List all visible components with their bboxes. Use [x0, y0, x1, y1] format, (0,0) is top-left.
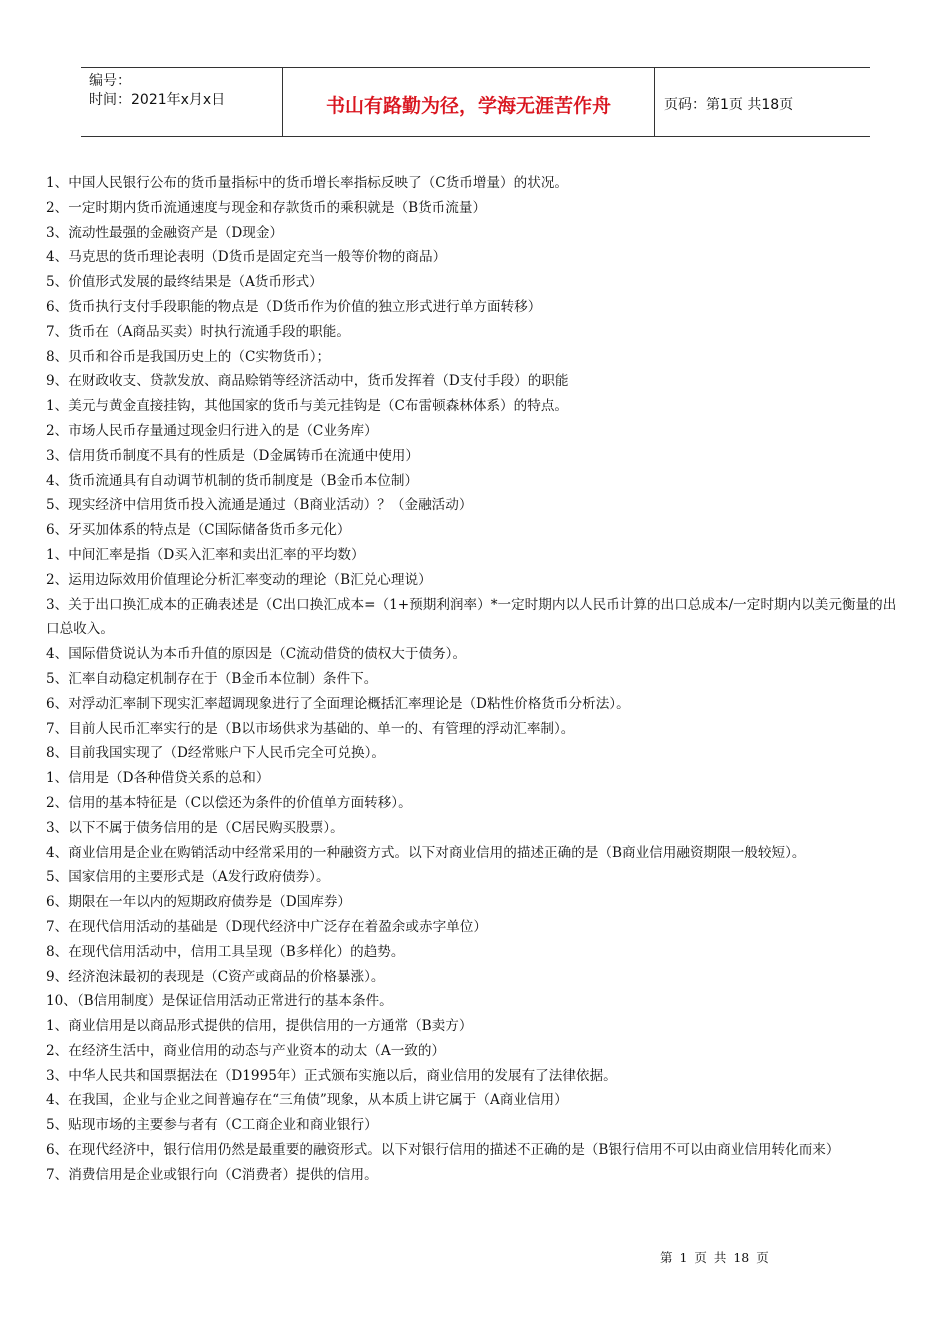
header-meta [81, 68, 282, 136]
question-line: 2、运用边际效用价值理论分析汇率变动的理论（B汇兑心理说） [46, 571, 432, 588]
question-line: 5、贴现市场的主要参与者有（C工商企业和商业银行） [46, 1117, 378, 1134]
question-line: 10、（B信用制度）是保证信用活动正常进行的基本条件。 [46, 993, 393, 1010]
document-header [81, 67, 870, 137]
question-line: 9、经济泡沫最初的表现是（C资产或商品的价格暴涨）。 [46, 968, 385, 985]
question-line: 6、在现代经济中，银行信用仍然是最重要的融资形式。以下对银行信用的描述不正确的是（B银行信用不可以由商业信用转化而来） [46, 1142, 840, 1159]
question-line: 2、市场人民币存量通过现金归行进入的是（C业务库） [46, 422, 378, 439]
question-line: 6、对浮动汇率制下现实汇率超调现象进行了全面理论概括汇率理论是（D粘性价格货币分析法）。 [46, 695, 630, 712]
question-line: 4、商业信用是企业在购销活动中经常采用的一种融资方式。以下对商业信用的描述正确的是（B商业信用融资期限一般较短）。 [46, 844, 806, 861]
question-line: 9、在财政收支、贷款发放、商品赊销等经济活动中，货币发挥着（D支付手段）的职能 [46, 373, 569, 390]
question-line: 3、中华人民共和国票据法在（D1995年）正式颁布实施以后，商业信用的发展有了法律依据。 [46, 1067, 617, 1084]
question-line: 2、一定时期内货币流通速度与现金和存款货币的乘积就是（B货币流量） [46, 199, 487, 216]
question-line: 2、信用的基本特征是（C以偿还为条件的价值单方面转移）。 [46, 794, 412, 811]
page-footer: 第 1 页 共 18 页 [660, 1250, 769, 1265]
question-line: 8、贝币和谷币是我国历史上的（C实物货币）； [46, 348, 331, 365]
question-line: 4、马克思的货币理论表明（D货币是固定充当一般等价物的商品） [46, 249, 447, 266]
question-line: 1、中国人民银行公布的货币量指标中的货币增长率指标反映了（C货币增量）的状况。 [46, 175, 569, 191]
question-line: 5、价值形式发展的最终结果是（A货币形式） [46, 274, 323, 291]
question-line: 6、货币执行支付手段职能的物点是（D货币作为价值的独立形式进行单方面转移） [46, 298, 542, 315]
question-line: 2、在经济生活中，商业信用的动态与产业资本的动太（A一致的） [46, 1042, 446, 1059]
question-line: 3、信用货币制度不具有的性质是（D金属铸币在流通中使用） [46, 447, 419, 464]
question-line: 6、期限在一年以内的短期政府债券是（D国库券） [46, 894, 352, 911]
question-line: 5、汇率自动稳定机制存在于（B金币本位制）条件下。 [46, 670, 378, 687]
question-line: 3、关于出口换汇成本的正确表述是（C出口换汇成本=（1+预期利润率）*一定时期内以人民币计算的出口总成本/一定时期内以美元衡量的出口总收入。 [46, 596, 897, 638]
question-line: 8、在现代信用活动中，信用工具呈现（B多样化）的趋势。 [46, 943, 405, 960]
question-line: 1、商业信用是以商品形式提供的信用，提供信用的一方通常（B卖方） [46, 1018, 473, 1035]
header-page-label: 页码：第1页 共18页 [664, 97, 794, 113]
question-list [46, 171, 908, 1188]
time-label: 时间：2021年x月x日 [89, 92, 226, 108]
question-line: 4、货币流通具有自动调节机制的货币制度是（B金币本位制） [46, 472, 419, 489]
question-line: 5、国家信用的主要形式是（A发行政府债券）。 [46, 869, 330, 886]
question-line: 5、现实经济中信用货币投入流通是通过（B商业活动）？（金融活动） [46, 497, 473, 514]
question-line: 7、货币在（A商品买卖）时执行流通手段的职能。 [46, 323, 350, 340]
question-line: 7、在现代信用活动的基础是（D现代经济中广泛存在着盈余或赤字单位） [46, 918, 487, 935]
question-line: 4、国际借贷说认为本币升值的原因是（C流动借贷的债权大于债务）。 [46, 646, 467, 663]
question-line: 3、流动性最强的金融资产是（D现金） [46, 224, 284, 241]
question-line: 1、中间汇率是指（D买入汇率和卖出汇率的平均数） [46, 546, 365, 563]
question-line: 6、牙买加体系的特点是（C国际储备货币多元化） [46, 522, 351, 539]
question-line: 1、信用是（D各种借贷关系的总和） [46, 770, 270, 787]
question-line: 1、美元与黄金直接挂钩，其他国家的货币与美元挂钩是（C布雷顿森林体系）的特点。 [46, 398, 569, 415]
code-label: 编号： [89, 73, 131, 89]
question-line: 8、目前我国实现了（D经常账户下人民币完全可兑换）。 [46, 745, 385, 762]
question-line: 3、以下不属于债务信用的是（C居民购买股票）。 [46, 819, 344, 836]
question-line: 7、目前人民币汇率实行的是（B以市场供求为基础的、单一的、有管理的浮动汇率制）。 [46, 720, 575, 737]
question-line: 4、在我国，企业与企业之间普遍存在“三角债”现象，从本质上讲它属于（A商业信用） [46, 1092, 568, 1109]
header-motto: 书山有路勤为径，学海无涯苦作舟 [282, 68, 655, 136]
question-line: 7、消费信用是企业或银行向（C消费者）提供的信用。 [46, 1166, 378, 1183]
